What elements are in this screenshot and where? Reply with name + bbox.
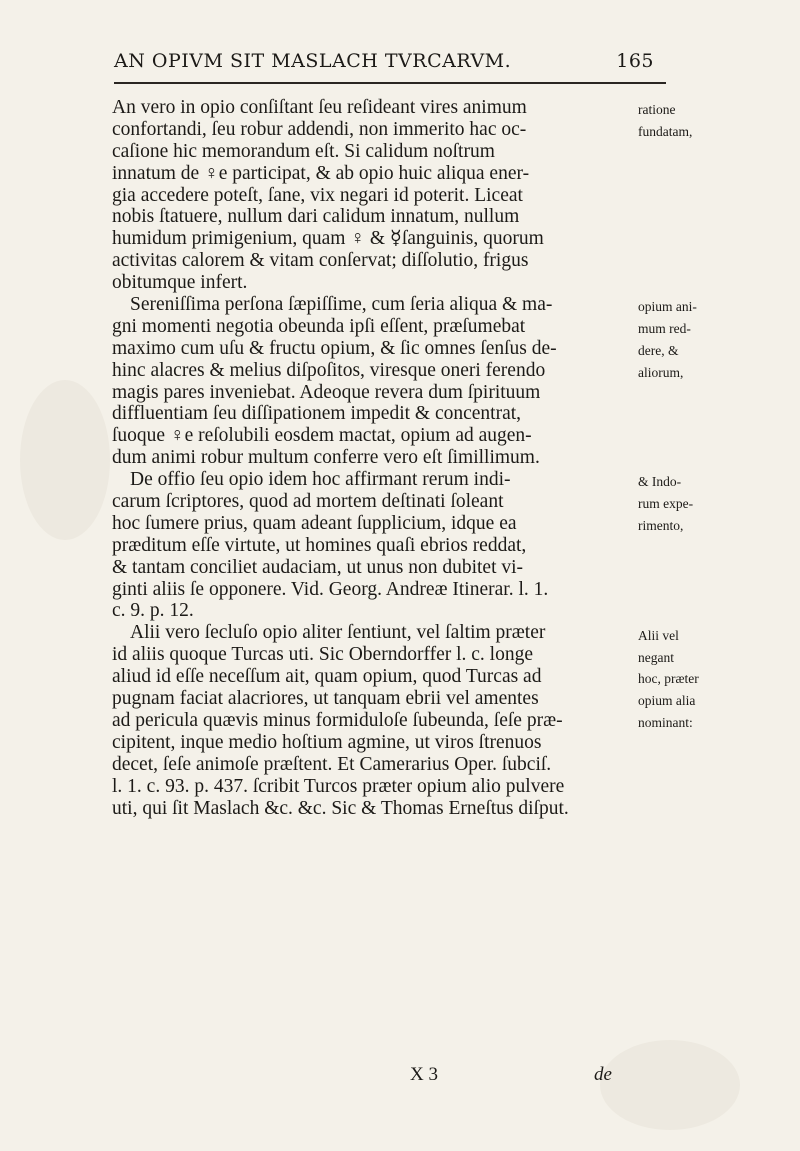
- text-line: & tantam conciliet audaciam, ut unus non dubitet vi-: [112, 556, 524, 578]
- text-line: humidum primigenium, quam ♀ & ☿ſanguinis, quorum: [112, 228, 544, 250]
- text-line: maximo cum uſu & fructu opium, & ſic omnes ſenſus de-: [112, 337, 557, 359]
- text-line: carum ſcriptores, quod ad mortem deſtinati ſoleant: [112, 491, 504, 513]
- margin-note: ratione: [638, 102, 676, 117]
- text-line: An vero in opio conſiſtant ſeu reſideant vires animum: [112, 97, 527, 118]
- text-line: caſione hic memorandum eſt. Si calidum noſtrum: [112, 140, 495, 162]
- text-line: magis pares inveniebat. Adeoque revera dum ſpirituum: [112, 381, 541, 403]
- margin-note: negant: [638, 649, 674, 665]
- margin-note: mum red-: [638, 321, 691, 336]
- text-line: dum animi robur multum conferre vero eſt ſimillimum.: [112, 447, 540, 469]
- margin-note: aliorum,: [638, 364, 684, 380]
- text-line: confortandi, ſeu robur addendi, non immerito hac oc-: [112, 118, 527, 140]
- running-header: [114, 50, 654, 80]
- margin-note: fundatam,: [638, 123, 693, 139]
- margin-note: nominant:: [638, 715, 693, 731]
- margin-note: hoc, præter: [638, 671, 699, 687]
- text-line: præditum eſſe virtute, ut homines quaſi ebrios reddat,: [112, 534, 527, 556]
- text-line: obitumque infert.: [112, 272, 248, 294]
- text-line: hinc alacres & melius diſpoſitos, viresque oneri ferendo: [112, 359, 546, 381]
- margin-note: & Indo-: [638, 474, 682, 490]
- text-line: gia accedere poteſt, ſane, vix negari id poterit. Liceat: [112, 184, 523, 206]
- text-line: hoc ſumere prius, quam adeant ſupplicium, idque ea: [112, 512, 517, 534]
- paper-stain: [600, 1040, 740, 1130]
- text-line: activitas calorem & vitam conſervat; diſſolutio, frigus: [112, 250, 529, 272]
- text-line: diffluentiam ſeu diſſipationem impedit & concentrat,: [112, 403, 522, 425]
- margin-note: rum expe-: [638, 496, 694, 512]
- text-line: innatum de ♀e participat, & ab opio huic aliqua ener-: [112, 162, 530, 184]
- text-line: pugnam faciat alacriores, ut tanquam ebrii vel amentes: [112, 688, 539, 710]
- text-line: c. 9. p. 12.: [112, 600, 194, 622]
- margin-note: opium alia: [638, 693, 696, 709]
- text-line: decet, ſeſe animoſe præſtent. Et Camerarius Oper. ſubciſ.: [112, 753, 552, 775]
- text-line: De offio ſeu opio idem hoc affirmant rerum indi-: [130, 469, 511, 491]
- text-line: id aliis quoque Turcas uti. Sic Oberndorffer l. c. longe: [112, 644, 533, 666]
- margin-note: dere, &: [638, 342, 679, 358]
- signature-mark: X 3: [410, 1064, 438, 1085]
- body-text: [112, 97, 632, 819]
- text-line: ſuoque ♀e reſolubili eosdem mactat, opium ad augen-: [112, 425, 532, 447]
- text-line: gni momenti negotia obeunda ipſi eſſent, præſumebat: [112, 315, 526, 337]
- text-line: ad pericula quævis minus formiduloſe ſubeunda, ſeſe præ-: [112, 709, 563, 731]
- text-line: cipitent, inque medio hoſtium agmine, ut viros ſtrenuos: [112, 731, 542, 753]
- text-line: aliud id eſſe neceſſum ait, quam opium, quod Turcas ad: [112, 666, 542, 688]
- margin-note: Alii vel: [638, 627, 679, 643]
- page-number: 165: [616, 50, 654, 72]
- margin-note: opium ani-: [638, 299, 697, 315]
- text-line: ginti aliis ſe opponere. Vid. Georg. Andreæ Itinerar. l. 1.: [112, 578, 549, 600]
- header-rule: [114, 82, 666, 84]
- paper-stain: [20, 380, 110, 540]
- text-line: Alii vero ſecluſo opio aliter ſentiunt, vel ſaltim præter: [130, 622, 546, 644]
- text-line: nobis ſtatuere, nullum dari calidum innatum, nullum: [112, 206, 520, 228]
- running-title: AN OPIVM SIT MASLACH TVRCARVM.: [114, 50, 512, 72]
- margin-note: rimento,: [638, 518, 684, 534]
- text-line: Sereniſſima perſona ſæpiſſime, cum ſeria aliqua & ma-: [130, 294, 553, 316]
- text-line: uti, qui ſit Maslach &c. &c. Sic & Thomas Erneſtus diſput.: [112, 797, 569, 819]
- catchword: de: [594, 1064, 612, 1085]
- text-line: l. 1. c. 93. p. 437. ſcribit Turcos præter opium alio pulvere: [112, 775, 565, 797]
